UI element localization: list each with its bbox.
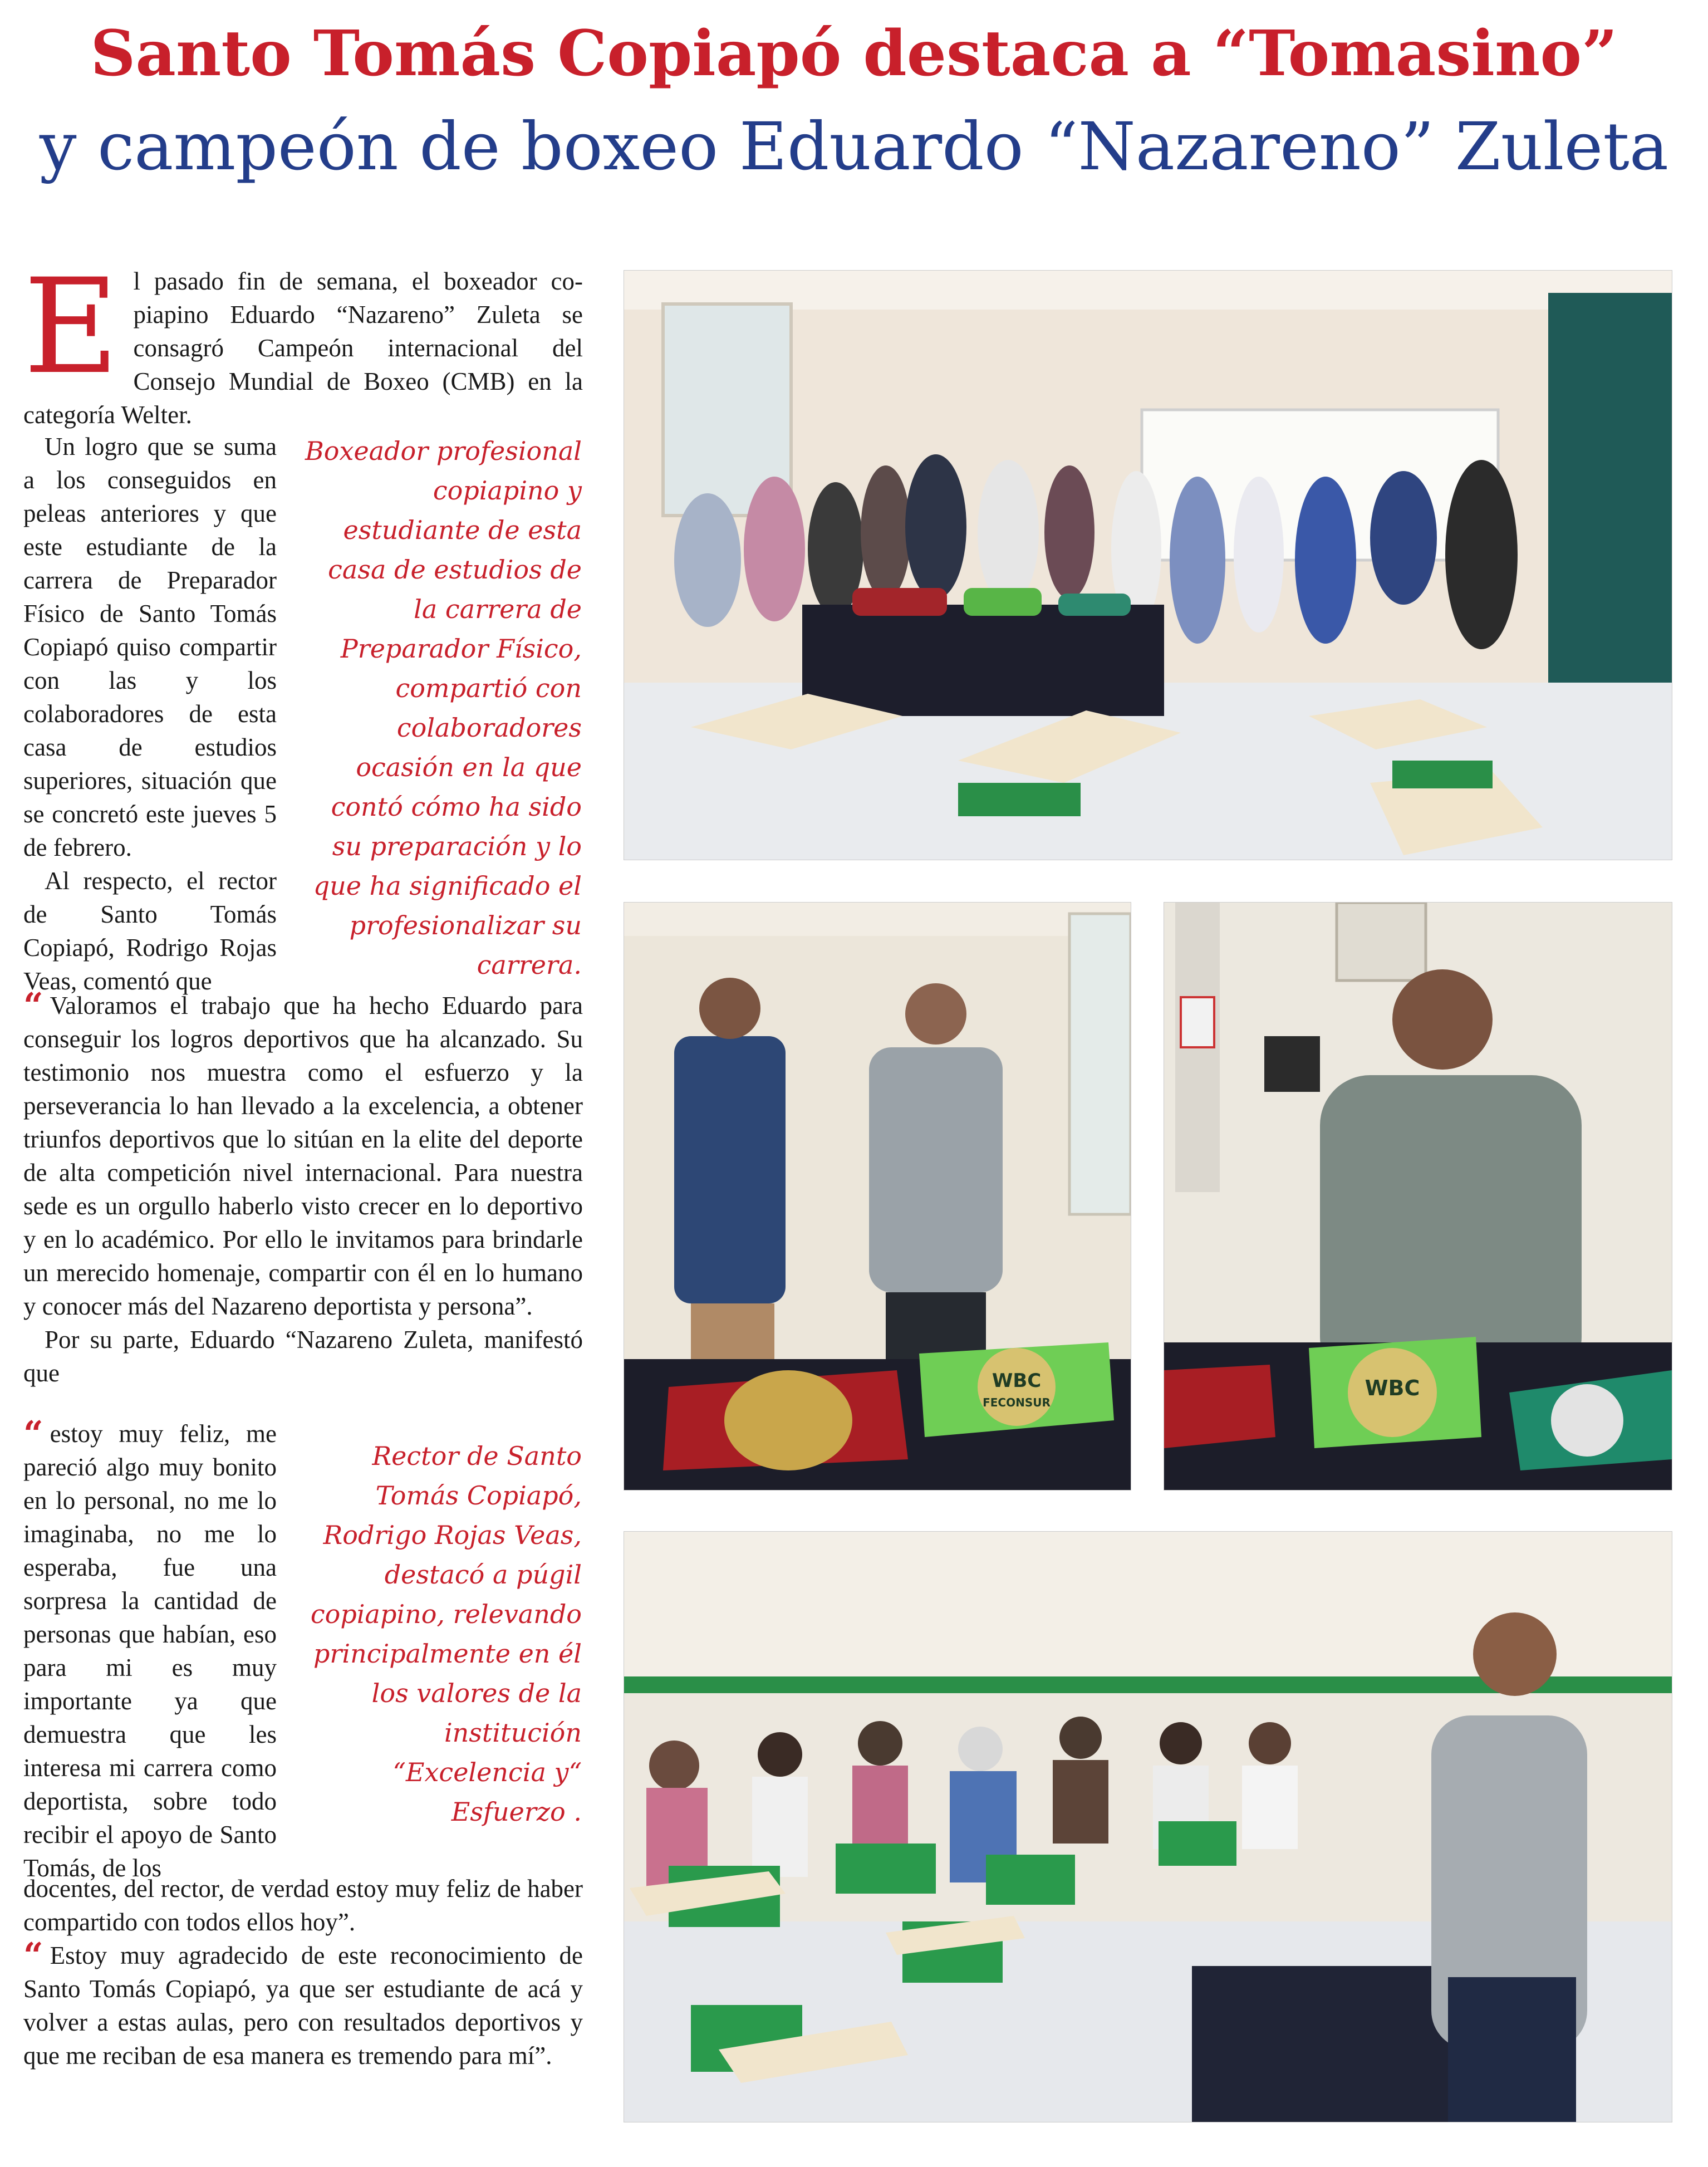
- headline-line-2: y campeón de boxeo Eduardo “Nazareno” Zuleta: [39, 108, 1669, 185]
- headline-line-1: Santo Tomás Copiapó destaca a “Tomasino”: [90, 17, 1618, 90]
- quote-mark-icon: “: [23, 985, 43, 1026]
- article-paragraph-4: Por su parte, Eduardo “Nazareno Zuleta, manifestó que: [23, 1326, 583, 1387]
- belt-label: WBC: [1365, 1376, 1420, 1400]
- pull-quote-1: Boxeador profesional copiapino y estudiante de esta casa de estudios de la carrera de Preparador Físico, compartió con colaboradores ocasión en la que contó cómo ha sido su preparación y lo que ha significado el profesionalizar su carrera.: [305, 436, 582, 980]
- boxer-quote-2: “ Estoy muy agradecido de este reconocimiento de Santo Tomás Copiapó, ya que ser estudiante de acá y volver a estas aulas, pero con resultados deportivos y que me reciban de esa manera es tremendo para mí”.: [23, 1935, 583, 2070]
- article-paragraph-3: Al respecto, el rector de Santo Tomás Copiapó, Rodrigo Rojas Veas, comentó que: [23, 867, 277, 995]
- article-column-narrow-2: [23, 1413, 277, 1885]
- article-column-bottom: [23, 1872, 583, 2072]
- article-column-mid: [23, 985, 583, 1390]
- classroom-talk-photo: [624, 1531, 1672, 2122]
- quote-mark-icon: “: [23, 1413, 43, 1454]
- article-intro: l pasado fin de semana, el boxeador co- piapino Eduardo “Nazareno” Zuleta se consagró Campeón internacional del Consejo Mundial de Boxeo (CMB) en la categoría Welter.: [23, 267, 583, 429]
- rector-and-boxer-photo: [624, 902, 1131, 1491]
- boxer-quote-continued: docentes, del rector, de verdad estoy muy feliz de haber compartido con todos ellos hoy”.: [23, 1875, 583, 1936]
- drop-cap: E: [23, 251, 119, 403]
- boxer-quote: “ estoy muy feliz, me pareció algo muy bonito en lo personal, no me lo imaginaba, no me lo esperaba, fue una sorpresa la cantidad de personas que habían, eso para mi es muy importante ya que demuestra que les interesa mi carrera como deportista, sobre todo recibir el apoyo de Santo Tomás, de los: [23, 1413, 277, 1882]
- belt-label: WBC: [992, 1370, 1042, 1392]
- rector-quote: “ Valoramos el trabajo que ha hecho Eduardo para conseguir los logros deportivos que ha alcanzado. Su testimonio nos muestra como el esfuerzo y la perseverancia lo han llevado a la excelencia, a obtener triunfos deportivos que lo sitúan en la elite del deporte de alta competición nivel internacional. Para nuestra sede es un orgullo haberlo visto crecer en lo deportivo y en lo académico. Por ello le invitamos para brindarle un merecido homenaje, compartir con él en lo humano y conocer más del Nazareno deportista y persona”.: [23, 985, 583, 1320]
- article-paragraph-2: Un logro que se suma a los conseguidos en peleas anteriores y que este estudiante de la carrera de Preparador Físico de Santo Tomás Copiapó quiso compartir con las y los colaboradores de esta casa de estudios superiores, situación que se concretó este jueves 5 de febrero.: [23, 433, 277, 861]
- boxer-with-belts-photo: [1164, 902, 1672, 1491]
- quote-mark-icon: “: [23, 1935, 43, 1975]
- article-column-top: [23, 251, 583, 432]
- group-photo: [624, 270, 1672, 860]
- pull-quote-2: Rector de Santo Tomás Copiapó, Rodrigo Rojas Veas, destacó a púgil copiapino, relevando principalmente en él los valores de la institución “Excelencia y“ Esfuerzo .: [310, 1441, 582, 1827]
- belt-sublabel: FECONSUR: [983, 1396, 1051, 1409]
- article-column-narrow-1: [23, 430, 277, 998]
